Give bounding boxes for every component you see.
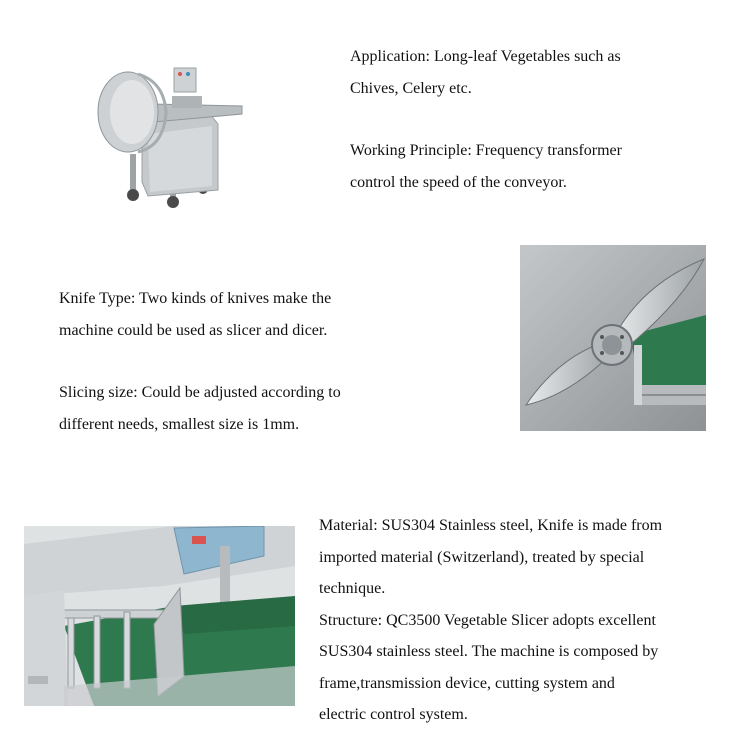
conveyor-photo (24, 526, 295, 706)
material-line-3: technique. (319, 580, 386, 597)
section2-text (59, 283, 479, 440)
structure-line-2: SUS304 stainless steel. The machine is composed by (319, 643, 659, 660)
section3-text (319, 510, 744, 731)
section1-text (350, 41, 730, 198)
working-principle-line-1: Working Principle: Frequency transformer (350, 142, 622, 159)
application-line-2: Chives, Celery etc. (350, 79, 472, 97)
knife-photo (520, 245, 706, 431)
slicing-size-line-1: Slicing size: Could be adjusted according to (59, 384, 341, 401)
knife-type-line-1: Knife Type: Two kinds of knives make the (59, 290, 332, 307)
machine-photo (92, 62, 244, 214)
material-line-1: Material: SUS304 Stainless steel, Knife is made from (319, 517, 663, 534)
structure-line-3: frame,transmission device, cutting system and (319, 674, 615, 692)
knife-type-line-2: machine could be used as slicer and dicer. (59, 321, 328, 339)
working-principle-line-2: control the speed of the conveyor. (350, 173, 567, 191)
application-line-1: Application: Long-leaf Vegetables such as (350, 48, 621, 65)
structure-line-1: Structure: QC3500 Vegetable Slicer adopts excellent (319, 611, 656, 629)
structure-line-4: electric control system. (319, 706, 468, 723)
slicing-size-line-2: different needs, smallest size is 1mm. (59, 415, 300, 433)
material-line-2: imported material (Switzerland), treated by special (319, 548, 645, 566)
